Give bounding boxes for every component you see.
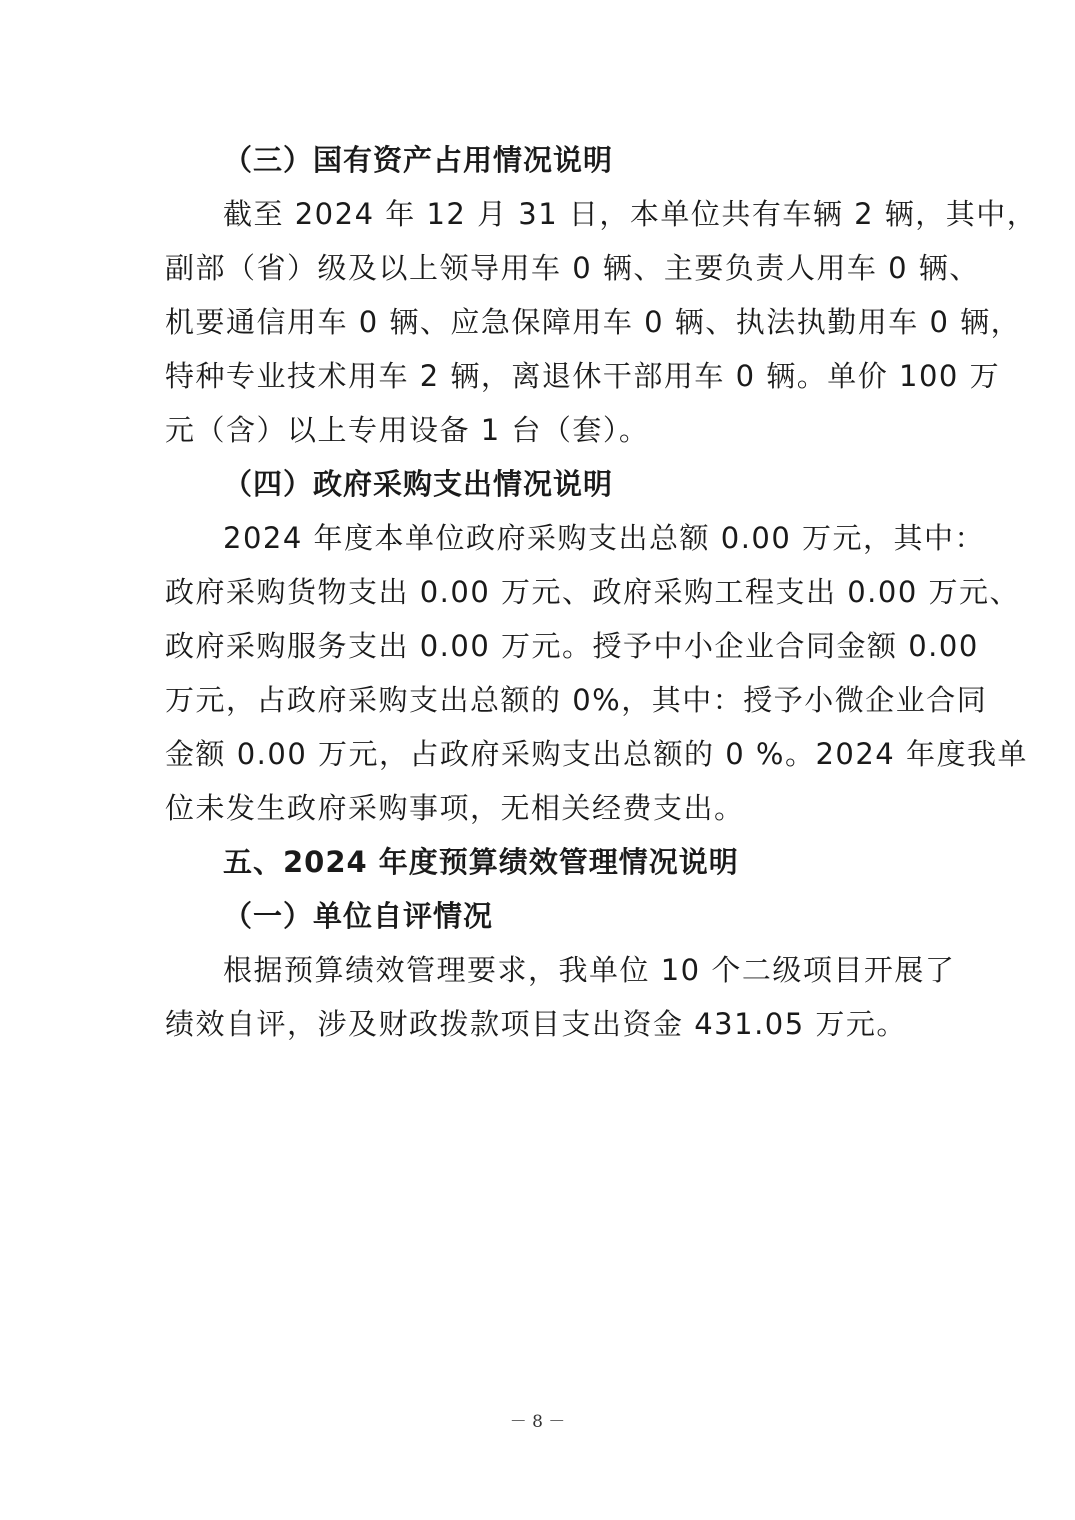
paragraph-self-evaluation xyxy=(165,943,956,1051)
paragraph-line: 政府采购服务支出 0.00 万元。授予中小企业合同金额 0.00 xyxy=(165,629,979,663)
paragraph-line: 根据预算绩效管理要求，我单位 10 个二级项目开展了 xyxy=(223,953,956,987)
subsection-heading-self-evaluation: （一）单位自评情况 xyxy=(223,899,494,933)
paragraph-line: 金额 0.00 万元，占政府采购支出总额的 0 %。2024 年度我单 xyxy=(165,737,1028,771)
section-heading-procurement: （四）政府采购支出情况说明 xyxy=(223,467,614,501)
section-heading-performance: 五、2024 年度预算绩效管理情况说明 xyxy=(223,845,739,879)
paragraph-line: 副部（省）级及以上领导用车 0 辆、主要负责人用车 0 辆、 xyxy=(165,251,980,285)
paragraph-line: 特种专业技术用车 2 辆，离退休干部用车 0 辆。单价 100 万 xyxy=(165,359,1001,393)
page-number: － 8 － xyxy=(509,1412,566,1432)
paragraph-procurement xyxy=(165,511,1028,835)
paragraph-state-assets xyxy=(165,187,1038,457)
paragraph-line: 元（含）以上专用设备 1 台（套）。 xyxy=(165,413,650,447)
paragraph-line: 绩效自评，涉及财政拨款项目支出资金 431.05 万元。 xyxy=(165,1007,907,1041)
paragraph-line: 政府采购货物支出 0.00 万元、政府采购工程支出 0.00 万元、 xyxy=(165,575,1021,609)
section-heading-state-assets: （三）国有资产占用情况说明 xyxy=(223,143,614,177)
paragraph-line: 机要通信用车 0 辆、应急保障用车 0 辆、执法执勤用车 0 辆， xyxy=(165,305,1022,339)
paragraph-line: 2024 年度本单位政府采购支出总额 0.00 万元，其中： xyxy=(223,521,986,555)
paragraph-line: 万元，占政府采购支出总额的 0%，其中：授予小微企业合同 xyxy=(165,683,988,717)
paragraph-line: 位未发生政府采购事项，无相关经费支出。 xyxy=(165,791,745,825)
paragraph-line: 截至 2024 年 12 月 31 日，本单位共有车辆 2 辆，其中， xyxy=(223,197,1038,231)
page-content xyxy=(165,133,1038,1051)
